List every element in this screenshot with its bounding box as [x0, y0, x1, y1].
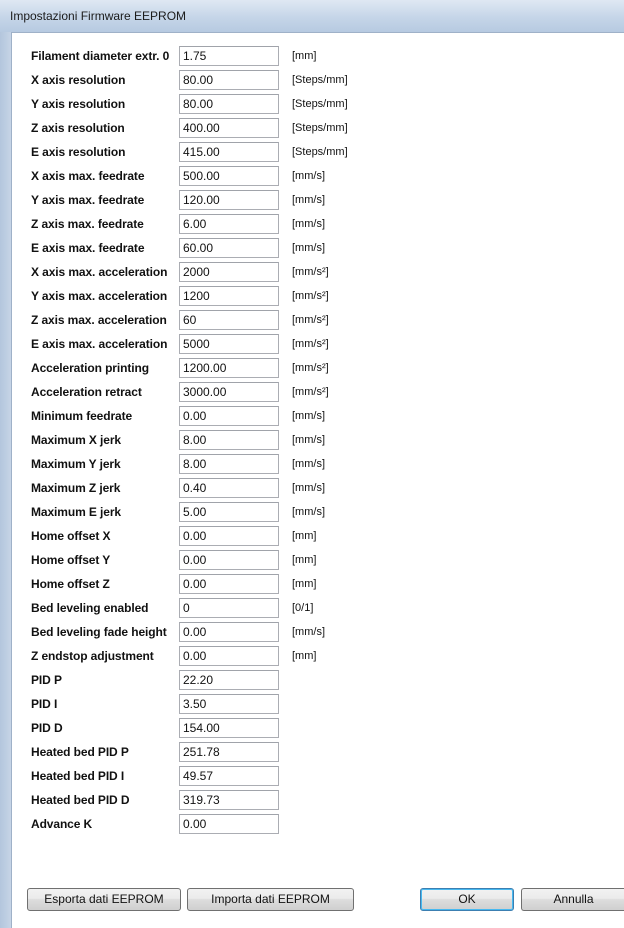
- setting-unit: [0/1]: [292, 602, 314, 614]
- setting-label: PID I: [31, 697, 58, 711]
- setting-value-input[interactable]: 154.00: [179, 718, 279, 738]
- import-eeprom-button[interactable]: Importa dati EEPROM: [187, 888, 354, 911]
- setting-row: [12, 404, 624, 428]
- setting-value-input[interactable]: 0.00: [179, 550, 279, 570]
- setting-label: Minimum feedrate: [31, 409, 133, 423]
- window-title: Impostazioni Firmware EEPROM: [10, 9, 187, 23]
- setting-value-input[interactable]: 5.00: [179, 502, 279, 522]
- setting-row: [12, 116, 624, 140]
- setting-row: [12, 92, 624, 116]
- setting-unit: [mm/s]: [292, 434, 325, 446]
- setting-value-input[interactable]: 49.57: [179, 766, 279, 786]
- setting-row: [12, 620, 624, 644]
- ok-button[interactable]: OK: [420, 888, 514, 911]
- setting-value-input[interactable]: 6.00: [179, 214, 279, 234]
- setting-label: Home offset Z: [31, 577, 110, 591]
- setting-unit: [mm/s²]: [292, 362, 329, 374]
- setting-value-input[interactable]: 8.00: [179, 454, 279, 474]
- setting-row: [12, 164, 624, 188]
- setting-label: Bed leveling fade height: [31, 625, 167, 639]
- setting-value-input[interactable]: 0.00: [179, 646, 279, 666]
- setting-label: E axis max. acceleration: [31, 337, 168, 351]
- setting-unit: [mm/s]: [292, 218, 325, 230]
- setting-unit: [mm/s]: [292, 506, 325, 518]
- setting-unit: [mm/s]: [292, 170, 325, 182]
- setting-row: [12, 452, 624, 476]
- setting-unit: [mm/s]: [292, 194, 325, 206]
- setting-value-input[interactable]: 1.75: [179, 46, 279, 66]
- setting-value-input[interactable]: 60.00: [179, 238, 279, 258]
- export-eeprom-button[interactable]: Esporta dati EEPROM: [27, 888, 181, 911]
- setting-label: Z axis max. feedrate: [31, 217, 144, 231]
- setting-value-input[interactable]: 251.78: [179, 742, 279, 762]
- setting-unit: [Steps/mm]: [292, 98, 348, 110]
- setting-value-input[interactable]: 0.00: [179, 622, 279, 642]
- setting-unit: [mm/s²]: [292, 338, 329, 350]
- setting-value-input[interactable]: 5000: [179, 334, 279, 354]
- setting-unit: [mm]: [292, 650, 317, 662]
- setting-unit: [mm/s²]: [292, 386, 329, 398]
- setting-unit: [mm/s]: [292, 626, 325, 638]
- setting-label: Acceleration printing: [31, 361, 149, 375]
- setting-unit: [Steps/mm]: [292, 122, 348, 134]
- setting-row: [12, 548, 624, 572]
- setting-row: [12, 740, 624, 764]
- setting-label: Advance K: [31, 817, 93, 831]
- setting-row: [12, 668, 624, 692]
- setting-unit: [mm/s]: [292, 458, 325, 470]
- setting-value-input[interactable]: 3.50: [179, 694, 279, 714]
- setting-row: [12, 332, 624, 356]
- setting-value-input[interactable]: 80.00: [179, 70, 279, 90]
- setting-label: X axis resolution: [31, 73, 126, 87]
- setting-row: [12, 212, 624, 236]
- setting-unit: [mm/s²]: [292, 290, 329, 302]
- setting-row: [12, 68, 624, 92]
- setting-unit: [Steps/mm]: [292, 74, 348, 86]
- setting-row: [12, 44, 624, 68]
- setting-label: X axis max. acceleration: [31, 265, 168, 279]
- setting-label: Heated bed PID D: [31, 793, 130, 807]
- setting-label: Maximum X jerk: [31, 433, 121, 447]
- setting-value-input[interactable]: 0.00: [179, 574, 279, 594]
- setting-label: Z axis resolution: [31, 121, 125, 135]
- setting-label: Acceleration retract: [31, 385, 142, 399]
- settings-panel: [11, 32, 624, 928]
- setting-row: [12, 260, 624, 284]
- setting-value-input[interactable]: 415.00: [179, 142, 279, 162]
- setting-label: Maximum Y jerk: [31, 457, 121, 471]
- setting-row: [12, 812, 624, 836]
- setting-row: [12, 716, 624, 740]
- setting-value-input[interactable]: 2000: [179, 262, 279, 282]
- setting-value-input[interactable]: 8.00: [179, 430, 279, 450]
- cancel-button[interactable]: Annulla: [521, 888, 624, 911]
- setting-value-input[interactable]: 500.00: [179, 166, 279, 186]
- setting-label: E axis resolution: [31, 145, 126, 159]
- setting-row: [12, 140, 624, 164]
- setting-value-input[interactable]: 1200.00: [179, 358, 279, 378]
- setting-unit: [mm/s]: [292, 242, 325, 254]
- setting-row: [12, 500, 624, 524]
- setting-value-input[interactable]: 80.00: [179, 94, 279, 114]
- setting-row: [12, 308, 624, 332]
- setting-row: [12, 788, 624, 812]
- setting-label: Heated bed PID I: [31, 769, 125, 783]
- setting-value-input[interactable]: 0.00: [179, 406, 279, 426]
- setting-unit: [mm]: [292, 530, 317, 542]
- setting-label: Maximum Z jerk: [31, 481, 121, 495]
- setting-value-input[interactable]: 120.00: [179, 190, 279, 210]
- setting-label: Y axis max. acceleration: [31, 289, 168, 303]
- setting-value-input[interactable]: 1200: [179, 286, 279, 306]
- setting-row: [12, 476, 624, 500]
- setting-value-input[interactable]: 0: [179, 598, 279, 618]
- setting-row: [12, 764, 624, 788]
- setting-label: E axis max. feedrate: [31, 241, 145, 255]
- setting-unit: [mm/s]: [292, 482, 325, 494]
- setting-label: Y axis resolution: [31, 97, 126, 111]
- setting-label: Filament diameter extr. 0: [31, 49, 170, 63]
- setting-row: [12, 644, 624, 668]
- setting-unit: [mm/s²]: [292, 266, 329, 278]
- setting-value-input[interactable]: 0.40: [179, 478, 279, 498]
- setting-label: PID P: [31, 673, 62, 687]
- setting-row: [12, 188, 624, 212]
- setting-label: Heated bed PID P: [31, 745, 129, 759]
- setting-unit: [Steps/mm]: [292, 146, 348, 158]
- setting-label: Z endstop adjustment: [31, 649, 154, 663]
- setting-row: [12, 284, 624, 308]
- setting-row: [12, 236, 624, 260]
- setting-row: [12, 524, 624, 548]
- setting-label: Z axis max. acceleration: [31, 313, 167, 327]
- setting-value-input[interactable]: 0.00: [179, 814, 279, 834]
- setting-label: Maximum E jerk: [31, 505, 121, 519]
- setting-label: X axis max. feedrate: [31, 169, 145, 183]
- setting-row: [12, 356, 624, 380]
- setting-unit: [mm]: [292, 554, 317, 566]
- setting-unit: [mm/s²]: [292, 314, 329, 326]
- setting-row: [12, 596, 624, 620]
- setting-unit: [mm]: [292, 578, 317, 590]
- setting-value-input[interactable]: 60: [179, 310, 279, 330]
- window-left-border: [0, 32, 11, 928]
- title-bar[interactable]: [0, 0, 624, 32]
- setting-value-input[interactable]: 0.00: [179, 526, 279, 546]
- setting-value-input[interactable]: 22.20: [179, 670, 279, 690]
- setting-label: Home offset Y: [31, 553, 111, 567]
- setting-label: Bed leveling enabled: [31, 601, 149, 615]
- setting-label: Y axis max. feedrate: [31, 193, 145, 207]
- setting-row: [12, 428, 624, 452]
- setting-label: PID D: [31, 721, 63, 735]
- setting-row: [12, 692, 624, 716]
- setting-row: [12, 572, 624, 596]
- setting-row: [12, 380, 624, 404]
- setting-value-input[interactable]: 3000.00: [179, 382, 279, 402]
- setting-unit: [mm]: [292, 50, 317, 62]
- setting-value-input[interactable]: 400.00: [179, 118, 279, 138]
- setting-value-input[interactable]: 319.73: [179, 790, 279, 810]
- setting-label: Home offset X: [31, 529, 111, 543]
- setting-unit: [mm/s]: [292, 410, 325, 422]
